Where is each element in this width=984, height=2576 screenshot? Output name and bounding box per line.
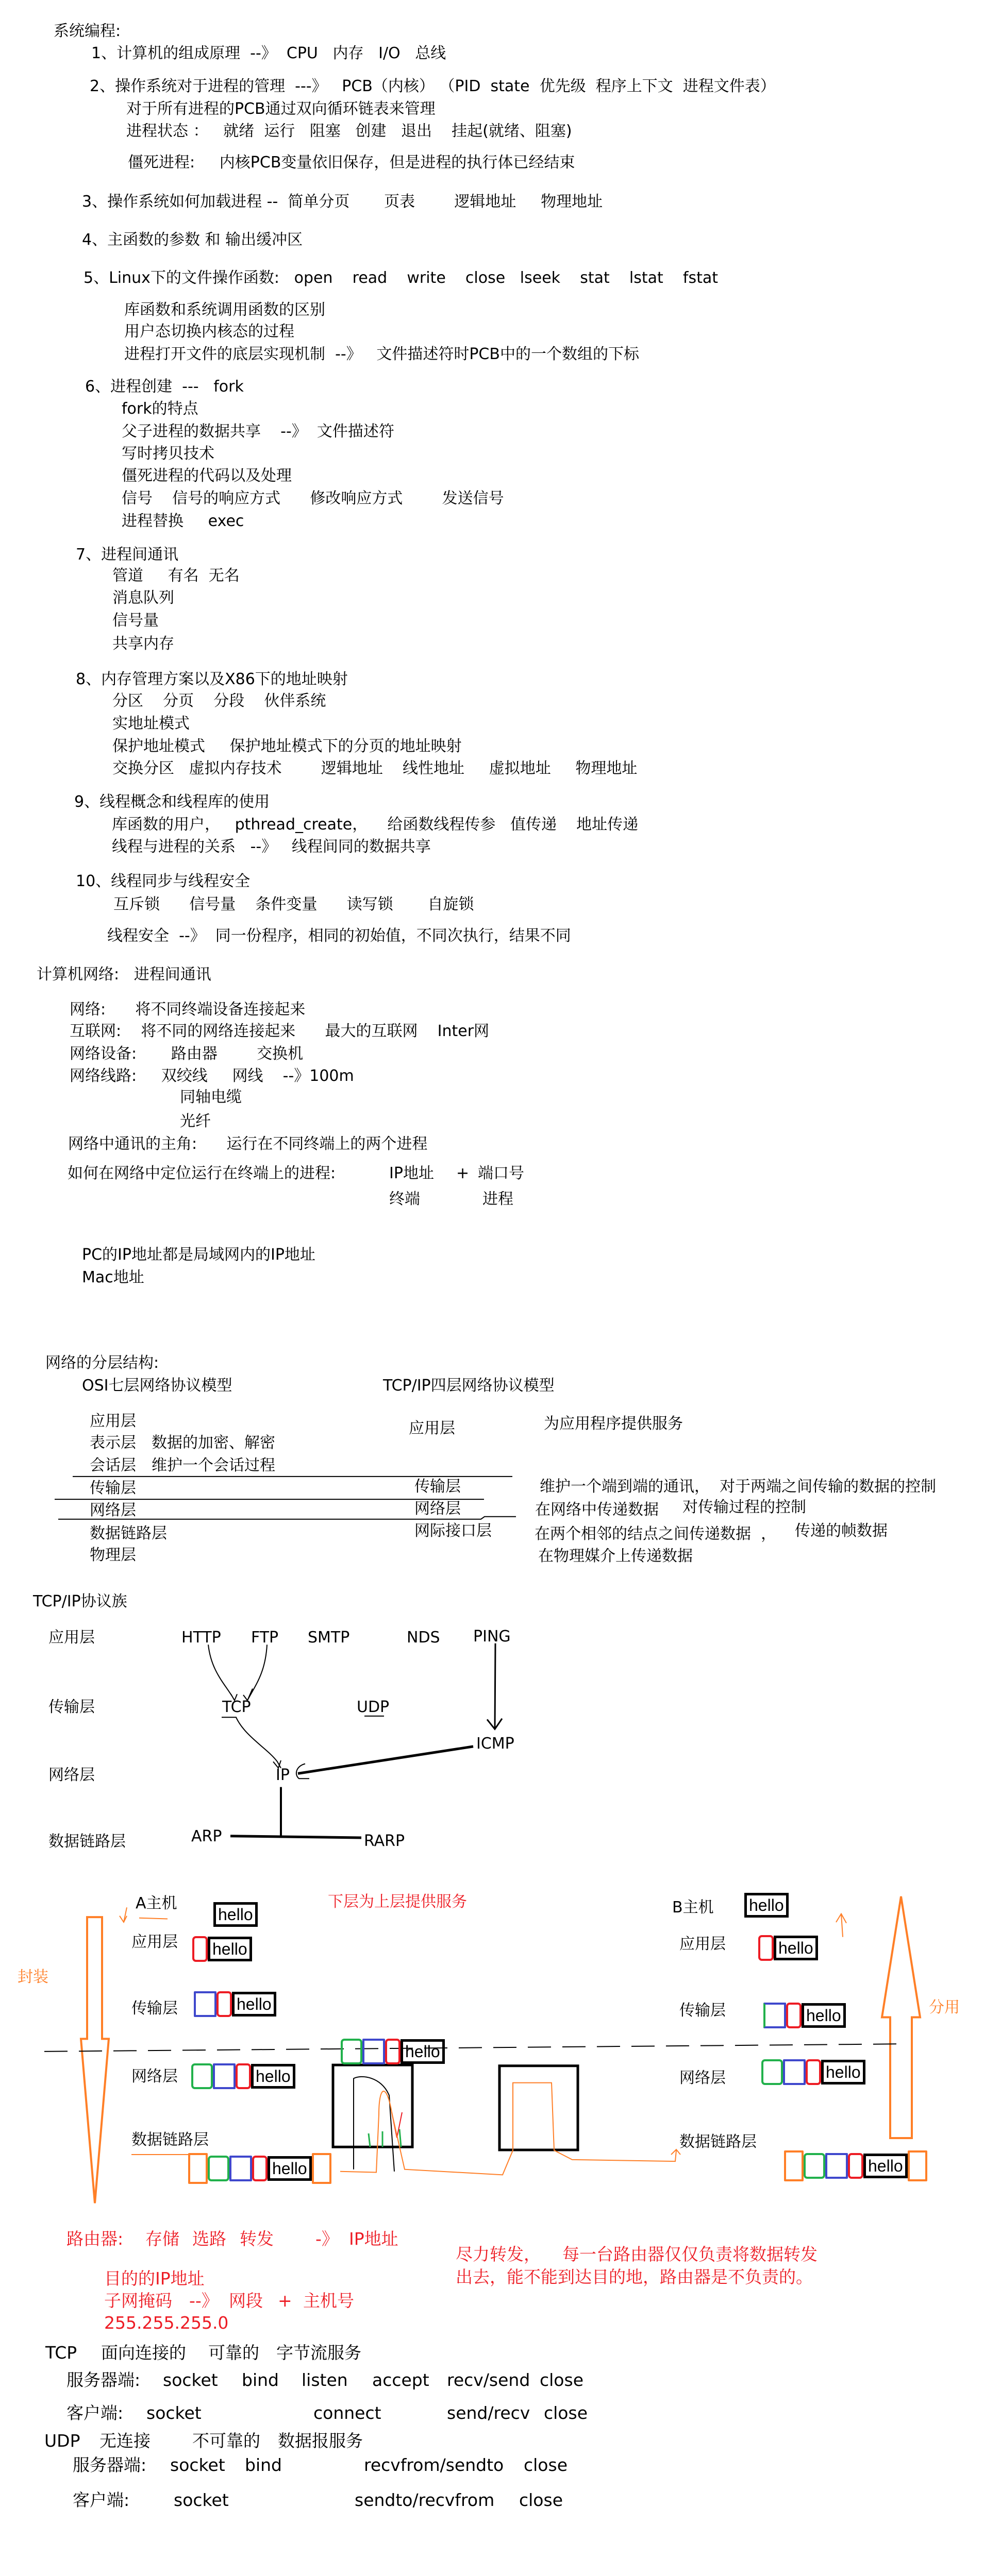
payload-box: hello xyxy=(251,2064,295,2089)
topic-2-zombie: 僵死进程: 内核PCB变量依旧保存，但是进程的执行体已经结束 xyxy=(128,154,575,172)
demux-up-arrow xyxy=(882,1896,920,2138)
host-b-layer: 网络层 xyxy=(679,2069,726,2087)
layer-desc-physical: 在物理媒介上传递数据 xyxy=(538,1547,693,1565)
network-header xyxy=(191,2063,213,2089)
osi-note-session: 维护一个会话过程 xyxy=(152,1456,275,1475)
router-box-2 xyxy=(499,2066,578,2150)
app-header xyxy=(848,2153,863,2179)
protocol-row-label: 应用层 xyxy=(48,1629,95,1647)
tcp-server-call: socket xyxy=(163,2370,218,2390)
osi-title: OSI七层网络协议模型 xyxy=(82,1377,232,1395)
payload-box: hello xyxy=(774,1936,818,1960)
udp-server-label: 服务器端: xyxy=(73,2455,147,2475)
app-header xyxy=(216,1991,232,2017)
payload-box: hello xyxy=(208,1937,252,1961)
host-b-label: B主机 xyxy=(672,1899,714,1917)
protocol-icmp: ICMP xyxy=(476,1735,514,1753)
protocol-nds: NDS xyxy=(407,1629,440,1647)
router-arrow: -》 xyxy=(315,2229,339,2249)
arrow-ping-icmp xyxy=(487,1643,502,1729)
tcp-client-call: close xyxy=(544,2403,588,2423)
osi-note-presentation: 数据的加密、解密 xyxy=(152,1434,275,1452)
host-a-layer: 数据链路层 xyxy=(131,2131,209,2149)
topic-10a: 互斥锁 信号量 条件变量 读写锁 自旋锁 xyxy=(113,895,474,913)
arrow-tcp-ip xyxy=(222,1717,281,1768)
layer-desc-network: 在网络中传递数据 xyxy=(535,1501,659,1519)
transport-header xyxy=(229,2156,252,2181)
router-label: 路由器: xyxy=(66,2229,124,2249)
router-1-inner xyxy=(354,2077,394,2172)
app-header xyxy=(786,2003,802,2028)
host-a-layer: 网络层 xyxy=(131,2067,178,2086)
packet-b-network xyxy=(761,2059,865,2085)
topic-4: 4、主函数的参数 和 输出缓冲区 xyxy=(82,231,303,249)
topic-1: 1、计算机的组成原理 --》 CPU 内存 I/O 总线 xyxy=(91,44,446,62)
topic-6c: 写时拷贝技术 xyxy=(122,445,214,463)
router-store: 存储 xyxy=(145,2229,179,2249)
app-header xyxy=(252,2156,268,2181)
topic-8b: 实地址模式 xyxy=(112,715,190,733)
payload-box: hello xyxy=(213,1902,258,1927)
router-ip: IP地址 xyxy=(349,2229,398,2249)
router-forward: 转发 xyxy=(240,2229,274,2249)
app-header xyxy=(758,1935,774,1961)
udp-server-call: close xyxy=(524,2455,568,2475)
packet-a-frame xyxy=(188,2153,331,2184)
service-note: 下层为上层提供服务 xyxy=(328,1893,467,1911)
tcpip-layer: 应用层 xyxy=(409,1419,455,1437)
tcp-server-call: accept xyxy=(372,2370,429,2390)
topic-9: 9、线程概念和线程库的使用 xyxy=(74,793,270,811)
best-effort-line-2: 出去，能不能到达目的地，路由器是不负责的。 xyxy=(456,2267,813,2287)
net-line-2: 互联网: 将不同的网络连接起来 最大的互联网 Inter网 xyxy=(70,1022,490,1040)
arrow-ftp-tcp xyxy=(243,1645,267,1700)
osi-layer: 传输层 xyxy=(90,1479,136,1497)
topic-6e: 信号 信号的响应方式 修改响应方式 发送信号 xyxy=(122,489,504,507)
udp-client-call: close xyxy=(519,2490,563,2510)
udp-label: UDP xyxy=(44,2431,80,2451)
tcpip-layer: 网际接口层 xyxy=(414,1522,492,1540)
tcpip-layer: 传输层 xyxy=(414,1478,461,1496)
frame-header xyxy=(188,2153,208,2184)
net-plus: + xyxy=(456,1164,470,1182)
host-b-layer: 应用层 xyxy=(679,1935,726,1953)
packet-a-app xyxy=(192,1936,252,1962)
protocol-row-label: 数据链路层 xyxy=(48,1833,126,1851)
protocol-row-label: 网络层 xyxy=(48,1766,95,1784)
protocol-tcp: TCP xyxy=(222,1698,251,1716)
net-line-6: 如何在网络中定位运行在终端上的进程: xyxy=(68,1164,336,1182)
network-header xyxy=(208,2156,229,2181)
payload-box: hello xyxy=(232,1992,276,2016)
dest-ip: 目的的IP地址 xyxy=(104,2268,205,2289)
network-header xyxy=(804,2153,825,2179)
tcp-client-call: send/recv xyxy=(447,2403,530,2423)
topic-6d: 僵死进程的代码以及处理 xyxy=(122,467,292,485)
topic-10: 10、线程同步与线程安全 xyxy=(76,872,251,890)
net-line-7: PC的IP地址都是局域网内的IP地址 xyxy=(82,1246,315,1264)
net-line-4a: 同轴电缆 xyxy=(180,1088,242,1106)
line-arp-rarp xyxy=(230,1836,361,1838)
subnet-arrow: --》 xyxy=(189,2291,219,2311)
protocol-rarp: RARP xyxy=(364,1832,405,1850)
section-title-network: 计算机网络: 进程间通讯 xyxy=(37,965,211,984)
transport-header xyxy=(763,2003,786,2028)
topic-8c: 保护地址模式 保护地址模式下的分页的地址映射 xyxy=(112,737,462,755)
udp-trait: 数据报服务 xyxy=(278,2431,363,2451)
udp-client-call: sendto/recvfrom xyxy=(355,2490,495,2510)
topic-5b: 用户态切换内核态的过程 xyxy=(124,323,294,341)
router-route: 选路 xyxy=(192,2229,226,2249)
net-line-1: 网络: 将不同终端设备连接起来 xyxy=(70,1001,306,1019)
payload-box: hello xyxy=(401,2039,445,2064)
packet-b-transport xyxy=(763,2003,846,2028)
app-header xyxy=(236,2063,251,2089)
transport-header xyxy=(825,2153,848,2179)
protocol-ip: IP xyxy=(276,1766,290,1784)
small-up-arrow-b xyxy=(836,1914,846,1937)
frame-trailer xyxy=(312,2153,331,2184)
tcp-server-label: 服务器端: xyxy=(66,2370,141,2390)
frame-header xyxy=(784,2150,804,2181)
tcp-label: TCP xyxy=(45,2343,77,2363)
subnet-plus: + xyxy=(278,2291,292,2311)
topic-9a: 库函数的用户， pthread_create， 给函数线程传参 值传递 地址传递 xyxy=(112,816,639,834)
net-line-3: 网络设备: 路由器 交换机 xyxy=(70,1045,304,1063)
network-header xyxy=(341,2039,362,2064)
udp-trait: 不可靠的 xyxy=(192,2431,260,2451)
osi-layer: 网络层 xyxy=(90,1501,136,1519)
demultiplex-label: 分用 xyxy=(929,1998,960,2016)
tcp-trait: 面向连接的 xyxy=(101,2343,186,2363)
topic-6f: 进程替换 exec xyxy=(122,512,244,530)
net-terminal: 终端 xyxy=(389,1190,420,1208)
topic-2-pcb-list: 对于所有进程的PCB通过双向循环链表来管理 xyxy=(126,100,436,118)
topic-8d: 交换分区 虚拟内存技术 逻辑地址 线性地址 虚拟地址 物理地址 xyxy=(112,759,638,777)
topic-6b: 父子进程的数据共享 --》 文件描述符 xyxy=(122,422,394,440)
packet-a-transport xyxy=(194,1991,276,2017)
frame-trailer xyxy=(908,2150,927,2181)
topic-7: 7、进程间通讯 xyxy=(76,546,179,564)
payload-box: hello xyxy=(268,2156,312,2181)
tcp-trait: 字节流服务 xyxy=(276,2343,361,2363)
topic-3: 3、操作系统如何加载进程 -- 简单分页 页表 逻辑地址 物理地址 xyxy=(82,193,603,211)
topic-5: 5、Linux下的文件操作函数: open read write close lseek stat lstat fstat xyxy=(84,269,718,287)
packet-b-data xyxy=(744,1893,789,1918)
tcpip-title: TCP/IP四层网络协议模型 xyxy=(383,1377,555,1395)
subnet-network: 网段 xyxy=(229,2291,263,2311)
section-title-system-programming: 系统编程: xyxy=(54,22,121,40)
layer-desc-link: 在两个相邻的结点之间传递数据 ， xyxy=(535,1525,777,1543)
topic-10b: 线程安全 --》 同一份程序，相同的初始值，不同次执行，结果不同 xyxy=(107,927,571,945)
net-line-5: 网络中通讯的主角: 运行在不同终端上的两个进程 xyxy=(68,1135,428,1153)
host-b-layer: 传输层 xyxy=(679,2002,726,2020)
transport-header xyxy=(362,2039,385,2064)
protocol-arp: ARP xyxy=(191,1827,222,1845)
host-a-layer: 应用层 xyxy=(131,1933,178,1951)
topic-7c: 信号量 xyxy=(112,612,159,630)
udp-server-call: socket xyxy=(170,2455,225,2475)
subnet-host: 主机号 xyxy=(303,2291,354,2311)
packet-a-data xyxy=(213,1902,258,1927)
layers-title: 网络的分层结构: xyxy=(45,1354,159,1372)
subnet-mask-value: 255.255.255.0 xyxy=(104,2313,229,2333)
layer-desc-transport: 维护一个端到端的通讯， 对于两端之间传输的数据的控制 xyxy=(540,1478,937,1496)
encap-down-arrow xyxy=(81,1917,109,2203)
tcp-trait: 可靠的 xyxy=(208,2343,259,2363)
tcp-client-call: connect xyxy=(313,2403,381,2423)
payload-box: hello xyxy=(802,2003,846,2028)
layer-desc-link-frame: 传递的帧数据 xyxy=(795,1522,888,1540)
host-a-label: A主机 xyxy=(136,1894,177,1912)
topic-7a: 管道 有名 无名 xyxy=(112,567,240,585)
topic-9b: 线程与进程的关系 --》 线程间同的数据共享 xyxy=(112,838,431,856)
tcp-client-label: 客户端: xyxy=(66,2403,124,2423)
osi-layer: 表示层 xyxy=(90,1434,136,1452)
udp-trait: 无连接 xyxy=(99,2431,151,2451)
tcpip-layer: 网络层 xyxy=(414,1500,461,1518)
protocol-udp: UDP xyxy=(357,1698,390,1716)
payload-box: hello xyxy=(863,2154,908,2178)
topic-7b: 消息队列 xyxy=(112,589,174,607)
topic-8: 8、内存管理方案以及X86下的地址映射 xyxy=(76,670,348,688)
tcp-server-call: recv/send xyxy=(447,2370,530,2390)
protocol-http: HTTP xyxy=(181,1629,221,1647)
topic-6: 6、进程创建 --- fork xyxy=(85,378,244,396)
packet-in-transit xyxy=(341,2039,445,2064)
app-header xyxy=(385,2039,401,2064)
encapsulation-label: 封装 xyxy=(18,1968,48,1986)
topic-8a: 分区 分页 分段 伙伴系统 xyxy=(112,692,326,710)
topic-2-process-states: 进程状态 ： 就绪 运行 阻塞 创建 退出 挂起(就绪、阻塞) xyxy=(126,122,572,140)
tcp-server-call: bind xyxy=(242,2370,279,2390)
transport-header xyxy=(783,2059,806,2085)
line-icmp-ip xyxy=(298,1747,473,1773)
tcp-client-call: socket xyxy=(146,2403,202,2423)
net-line-4: 网络线路: 双绞线 网线 --》100m xyxy=(70,1067,354,1085)
tcp-server-call: listen xyxy=(302,2370,348,2390)
subnet-mask: 子网掩码 xyxy=(104,2291,172,2311)
protocol-ping: PING xyxy=(473,1628,511,1646)
protocol-ftp: FTP xyxy=(251,1629,279,1647)
net-port: 端口号 xyxy=(478,1164,524,1182)
udp-server-call: bind xyxy=(245,2455,282,2475)
osi-layer: 应用层 xyxy=(90,1412,136,1430)
tcp-server-call: close xyxy=(540,2370,583,2390)
topic-2: 2、操作系统对于进程的管理 ---》 PCB（内核） （PID state 优先级 程序上下文 进程文件表） xyxy=(90,77,776,95)
net-line-4b: 光纤 xyxy=(180,1112,211,1130)
network-header xyxy=(761,2059,783,2085)
transport-header xyxy=(194,1991,216,2017)
host-a-layer: 传输层 xyxy=(131,1999,178,2018)
payload-box: hello xyxy=(744,1893,789,1918)
udp-client-call: socket xyxy=(174,2490,229,2510)
transport-header xyxy=(213,2063,236,2089)
payload-box: hello xyxy=(821,2060,865,2084)
packet-b-app xyxy=(758,1935,818,1961)
topic-5c: 进程打开文件的底层实现机制 --》 文件描述符时PCB中的一个数组的下标 xyxy=(124,345,639,363)
layer-desc-network-control: 对传输过程的控制 xyxy=(682,1498,806,1516)
arrow-http-tcp xyxy=(208,1645,237,1700)
osi-layer: 数据链路层 xyxy=(90,1524,167,1543)
net-line-8: Mac地址 xyxy=(82,1268,144,1286)
osi-layer: 物理层 xyxy=(90,1546,136,1564)
net-ip-address: IP地址 xyxy=(389,1164,434,1182)
net-process: 进程 xyxy=(482,1190,513,1208)
protocols-title: TCP/IP协议族 xyxy=(33,1592,127,1611)
layer-desc-app: 为应用程序提供服务 xyxy=(544,1415,683,1433)
app-header xyxy=(192,1936,208,1962)
packet-a-network xyxy=(191,2063,295,2089)
osi-layer: 会话层 xyxy=(90,1456,136,1475)
protocol-smtp: SMTP xyxy=(308,1629,350,1647)
topic-7d: 共享内存 xyxy=(112,635,174,653)
best-effort-line-1: 尽力转发， 每一台路由器仅仅负责将数据转发 xyxy=(456,2244,818,2264)
packet-b-frame xyxy=(784,2150,927,2181)
host-b-layer: 数据链路层 xyxy=(679,2133,757,2151)
dashed-network-boundary xyxy=(44,2044,905,2052)
udp-server-call: recvfrom/sendto xyxy=(364,2455,504,2475)
topic-5a: 库函数和系统调用函数的区别 xyxy=(124,301,325,319)
topic-6a: fork的特点 xyxy=(122,400,198,418)
udp-client-label: 客户端: xyxy=(73,2490,130,2510)
protocol-row-label: 传输层 xyxy=(48,1698,95,1716)
app-header xyxy=(806,2059,821,2085)
